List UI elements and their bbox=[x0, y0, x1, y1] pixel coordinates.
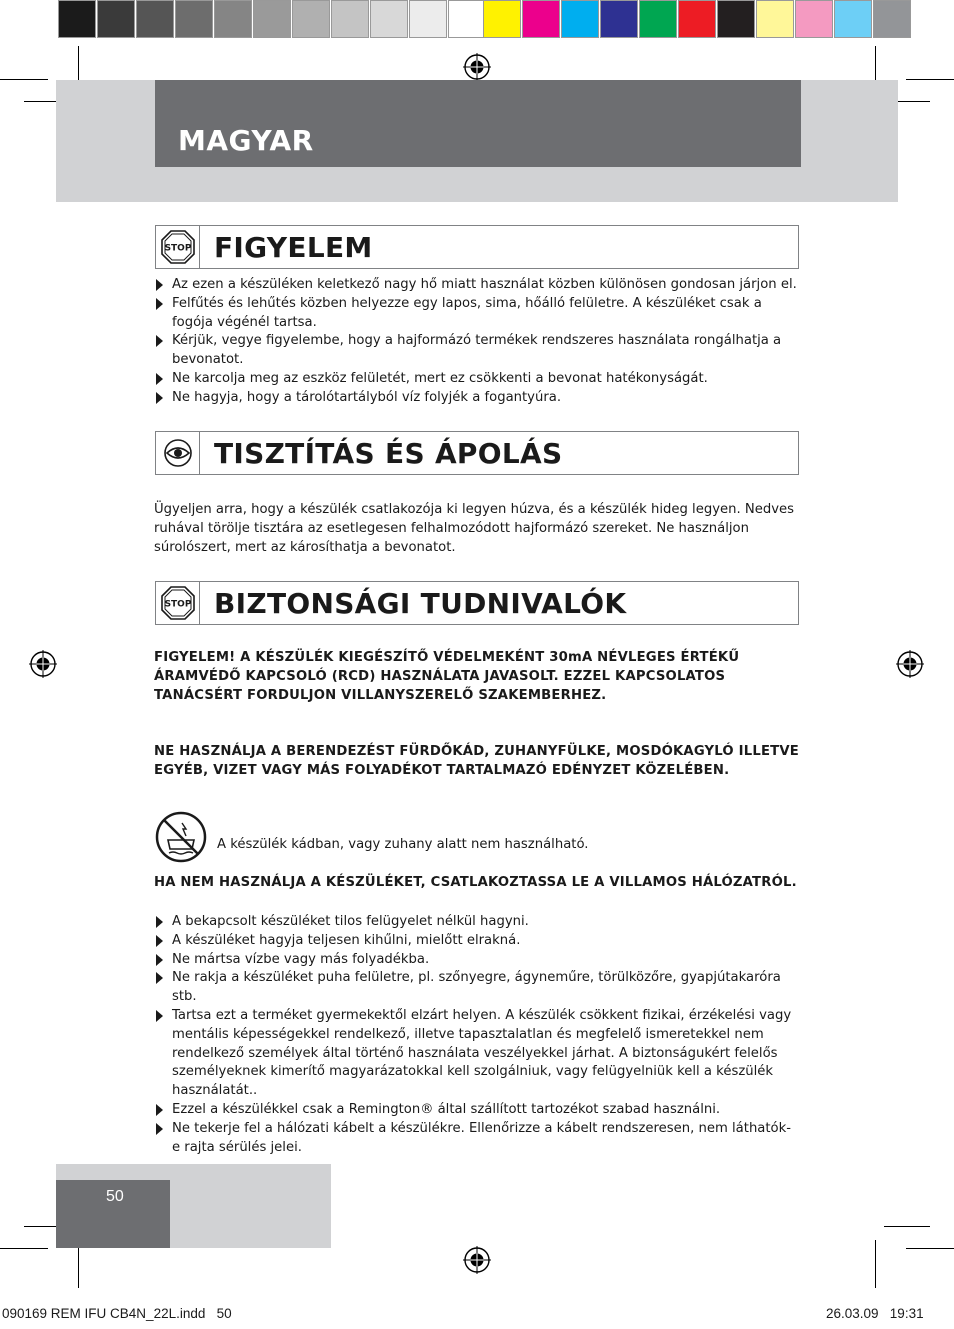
warning-list bbox=[154, 276, 799, 408]
color-swatch bbox=[717, 0, 755, 38]
color-swatch bbox=[561, 0, 599, 38]
footer-timestamp: 26.03.09 19:31 bbox=[826, 1306, 924, 1321]
crop-mark bbox=[0, 79, 48, 80]
color-swatch bbox=[639, 0, 677, 38]
safety-list bbox=[154, 913, 799, 1157]
list-item: Ne hagyja, hogy a tárolótartályból víz folyjék a fogantyúra. bbox=[154, 389, 799, 408]
color-swatch bbox=[600, 0, 638, 38]
water-warning bbox=[154, 743, 799, 781]
section-title: TISZTÍTÁS ÉS ÁPOLÁS bbox=[214, 437, 563, 470]
crop-mark bbox=[884, 1226, 930, 1227]
list-item: Az ezen a készüléken keletkező nagy hő miatt használat közben különösen gondosan járjon el. bbox=[154, 276, 799, 295]
section-header-safety bbox=[155, 581, 799, 625]
registration-mark-icon bbox=[896, 650, 924, 678]
color-swatch bbox=[175, 0, 213, 38]
eye-icon bbox=[161, 438, 195, 468]
stop-icon-box bbox=[156, 226, 200, 268]
color-swatch bbox=[483, 0, 521, 38]
warning-list-block bbox=[154, 276, 799, 408]
color-swatch bbox=[136, 0, 174, 38]
stop-icon-box bbox=[156, 582, 200, 624]
list-item: Ne rakja a készüléket puha felületre, pl. szőnyegre, ágyneműre, törülközőre, gyapjútakaróra stb. bbox=[154, 969, 799, 1007]
color-swatch bbox=[834, 0, 872, 38]
list-item: A készüléket hagyja teljesen kihűlni, mielőtt elrakná. bbox=[154, 932, 799, 951]
cleaning-paragraph: Ügyeljen arra, hogy a készülék csatlakozója ki legyen húzva, és a készülék hideg legyen. Nedves ruhával törölje tisztára az esetlegesen felhalmozódott hajformázó szereket. Ne használjon súrolószert, mert az károsíthatja a bevonatot. bbox=[154, 502, 794, 555]
list-item: A bekapcsolt készüléket tilos felügyelet nélkül hagyni. bbox=[154, 913, 799, 932]
list-item: Ezzel a készülékkel csak a Remington® által szállított tartozékot szabad használni. bbox=[154, 1101, 799, 1120]
language-header bbox=[155, 80, 801, 167]
registration-mark-icon bbox=[29, 650, 57, 678]
unplug-warning bbox=[154, 874, 799, 893]
color-swatch bbox=[214, 0, 252, 38]
color-swatch bbox=[522, 0, 560, 38]
section-title: BIZTONSÁGI TUDNIVALÓK bbox=[214, 587, 627, 620]
stop-icon-label: STOP bbox=[164, 599, 191, 610]
color-swatch bbox=[678, 0, 716, 38]
registration-mark-icon bbox=[463, 53, 491, 81]
color-swatch bbox=[409, 0, 447, 38]
color-swatch-bar bbox=[483, 0, 912, 38]
registration-mark-icon bbox=[463, 1246, 491, 1274]
color-swatch bbox=[370, 0, 408, 38]
footer-file-info: 090169 REM IFU CB4N_22L.indd 50 bbox=[2, 1306, 232, 1321]
section-title: FIGYELEM bbox=[214, 231, 373, 264]
color-swatch bbox=[58, 0, 96, 38]
color-swatch bbox=[795, 0, 833, 38]
color-swatch bbox=[756, 0, 794, 38]
stop-icon bbox=[161, 586, 195, 620]
page-number-box bbox=[56, 1180, 170, 1248]
safety-list-block bbox=[154, 913, 799, 1157]
color-swatch bbox=[873, 0, 911, 38]
crop-mark bbox=[0, 1248, 48, 1249]
list-item: Ne mártsa vízbe vagy más folyadékba. bbox=[154, 951, 799, 970]
color-swatch bbox=[448, 0, 486, 38]
crop-mark bbox=[906, 1248, 954, 1249]
color-swatch bbox=[331, 0, 369, 38]
color-swatch bbox=[97, 0, 135, 38]
list-item: Kérjük, vegye figyelembe, hogy a hajformázó termékek rendszeres használata rongálhatja a bevonatot. bbox=[154, 332, 799, 370]
page-number: 50 bbox=[106, 1188, 124, 1205]
stop-icon bbox=[161, 230, 195, 264]
cleaning-text bbox=[154, 501, 799, 557]
crop-mark bbox=[875, 1240, 876, 1288]
section-header-cleaning bbox=[155, 431, 799, 475]
list-item: Ne karcolja meg az eszköz felületét, mert ez csökkenti a bevonat hatékonyságát. bbox=[154, 370, 799, 389]
unplug-warning-text: HA NEM HASZNÁLJA A KÉSZÜLÉKET, CSATLAKOZTASSA LE A VILLAMOS HÁLÓZATRÓL. bbox=[154, 875, 797, 890]
crop-mark bbox=[906, 79, 954, 80]
language-title: MAGYAR bbox=[178, 124, 314, 157]
no-bath-icon bbox=[155, 811, 207, 863]
stop-icon-label: STOP bbox=[164, 243, 191, 254]
section-header-warning bbox=[155, 225, 799, 269]
rcd-warning-text: FIGYELEM! A KÉSZÜLÉK KIEGÉSZÍTŐ VÉDELMEKÉNT 30mA NÉVLEGES ÉRTÉKŰ ÁRAMVÉDŐ KAPCSOLÓ (RCD) HASZNÁLATA JAVASOLT. EZZEL KAPCSOLATOS TANÁCSÉRT FORDULJON VILLANYSZERELŐ SZAKEMBERHEZ. bbox=[154, 650, 740, 703]
list-item: Ne tekerje fel a hálózati kábelt a készülékre. Ellenőrizze a kábelt rendszeresen, nem láthatók-e rajta sérülés jelei. bbox=[154, 1120, 799, 1158]
water-warning-text: NE HASZNÁLJA A BERENDEZÉST FÜRDŐKÁD, ZUHANYFÜLKE, MOSDÓKAGYLÓ ILLETVE EGYÉB, VIZET VAGY MÁS FOLYADÉKOT TARTALMAZÓ EDÉNYZET KÖZELÉBEN. bbox=[154, 744, 799, 778]
no-bath-caption: A készülék kádban, vagy zuhany alatt nem használható. bbox=[217, 837, 589, 852]
rcd-warning bbox=[154, 649, 799, 705]
list-item: Felfűtés és lehűtés közben helyezze egy lapos, sima, hőálló felületre. A készüléket csak a fogója végénél tartsa. bbox=[154, 295, 799, 333]
color-swatch bbox=[253, 0, 291, 38]
color-swatch bbox=[292, 0, 330, 38]
list-item: Tartsa ezt a terméket gyermekektől elzárt helyen. A készülék csökkent fizikai, érzékelési vagy mentális képességekkel rendelkező, illetve tapasztalatlan és megfelelő ismeretekkel nem rendelkező személyek által történő használata veszélyekkel járhat. A biztonságukért felelős személyeknek kimerítő magyarázatokkal kell szolgálniuk, vagy felügyelniük kell a készülék használatát.. bbox=[154, 1007, 799, 1101]
eye-icon-box bbox=[156, 432, 200, 474]
gray-swatch-bar bbox=[58, 0, 487, 38]
